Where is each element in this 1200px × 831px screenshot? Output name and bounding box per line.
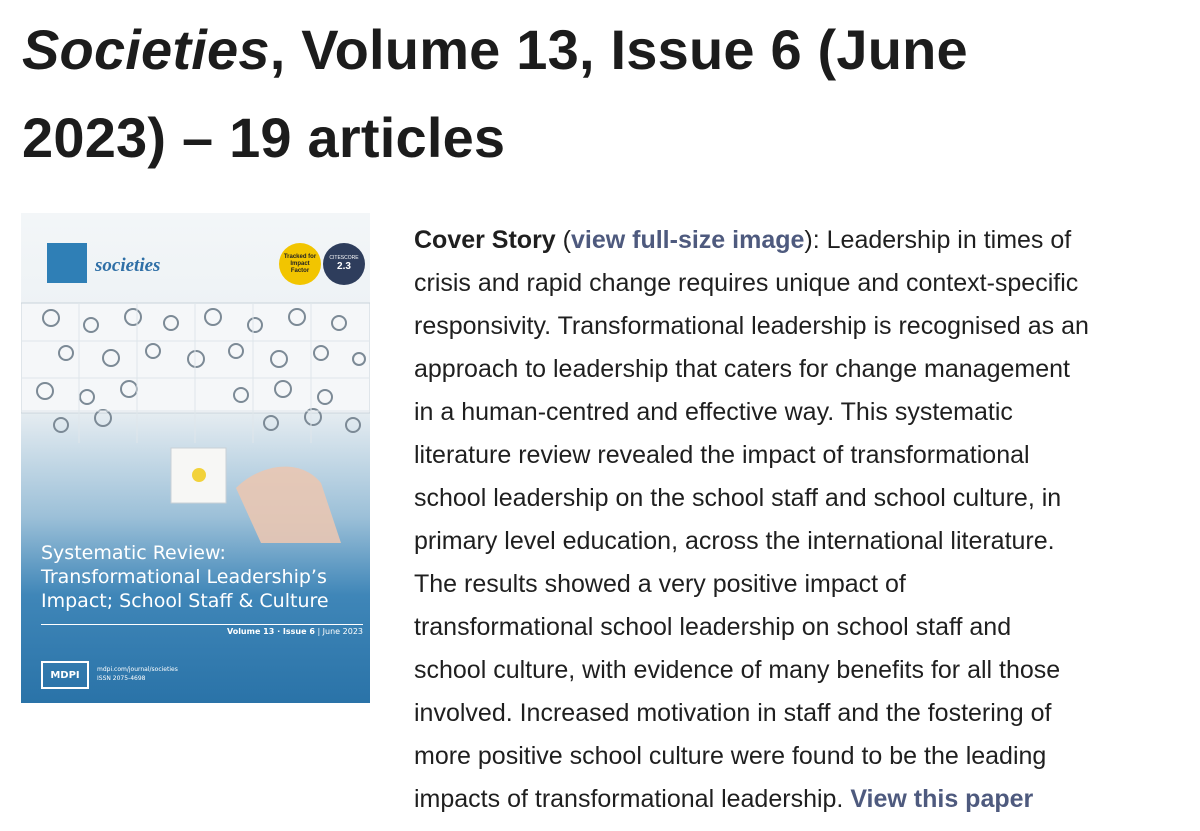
story-line: school leadership on the school staff and school culture, in — [414, 484, 1062, 512]
story-last-line: impacts of transformational leadership. View this paper — [414, 785, 1034, 813]
impact-factor-badge: Tracked for Impact Factor — [279, 243, 321, 285]
cover-divider — [41, 624, 363, 625]
cover-image[interactable] — [21, 213, 370, 703]
story-line: in a human-centred and effective way. This systematic — [414, 398, 1013, 426]
story-line: literature review revealed the impact of transformational — [414, 441, 1030, 469]
story-line: approach to leadership that caters for change management — [414, 355, 1070, 383]
cover-journal-name: societies — [95, 255, 161, 276]
mdpi-logo: MDPI — [41, 661, 89, 689]
title-line-2: 2023) – 19 articles — [22, 106, 506, 169]
story-line: crisis and rapid change requires unique and context-specific — [414, 269, 1079, 297]
page-title — [22, 6, 1192, 182]
view-this-paper-link[interactable]: View this paper — [850, 785, 1034, 813]
story-line: primary level education, across the international literature. — [414, 527, 1055, 555]
journal-logo-icon — [47, 243, 87, 283]
story-first-line: Cover Story (view full-size image): Leadership in times of — [414, 226, 1072, 254]
cover-url: mdpi.com/journal/societies ISSN 2075-4698 — [97, 666, 178, 682]
story-line: school culture, with evidence of many benefits for all those — [414, 656, 1061, 684]
title-rest: , Volume 13, Issue 6 (June — [269, 18, 968, 81]
cover-story-label: Cover Story — [414, 226, 556, 254]
story-line: involved. Increased motivation in staff and the fostering of — [414, 699, 1052, 727]
story-line: transformational school leadership on school staff and — [414, 613, 1012, 641]
cover-volume: Volume 13 · Issue 6 | June 2023 — [226, 627, 363, 636]
story-line: more positive school culture were found to be the leading — [414, 742, 1047, 770]
citescore-badge: CITESCORE 2.3 — [323, 243, 365, 285]
journal-name: Societies — [22, 18, 270, 81]
story-line: responsivity. Transformational leadership is recognised as an — [414, 312, 1089, 340]
story-line: The results showed a very positive impact of — [414, 570, 906, 598]
cover-headline: Systematic Review: Transformational Leadership’s Impact; School Staff & Culture — [41, 542, 329, 612]
view-full-size-image-link[interactable]: view full-size image — [571, 226, 805, 254]
cover-story — [414, 219, 1200, 831]
